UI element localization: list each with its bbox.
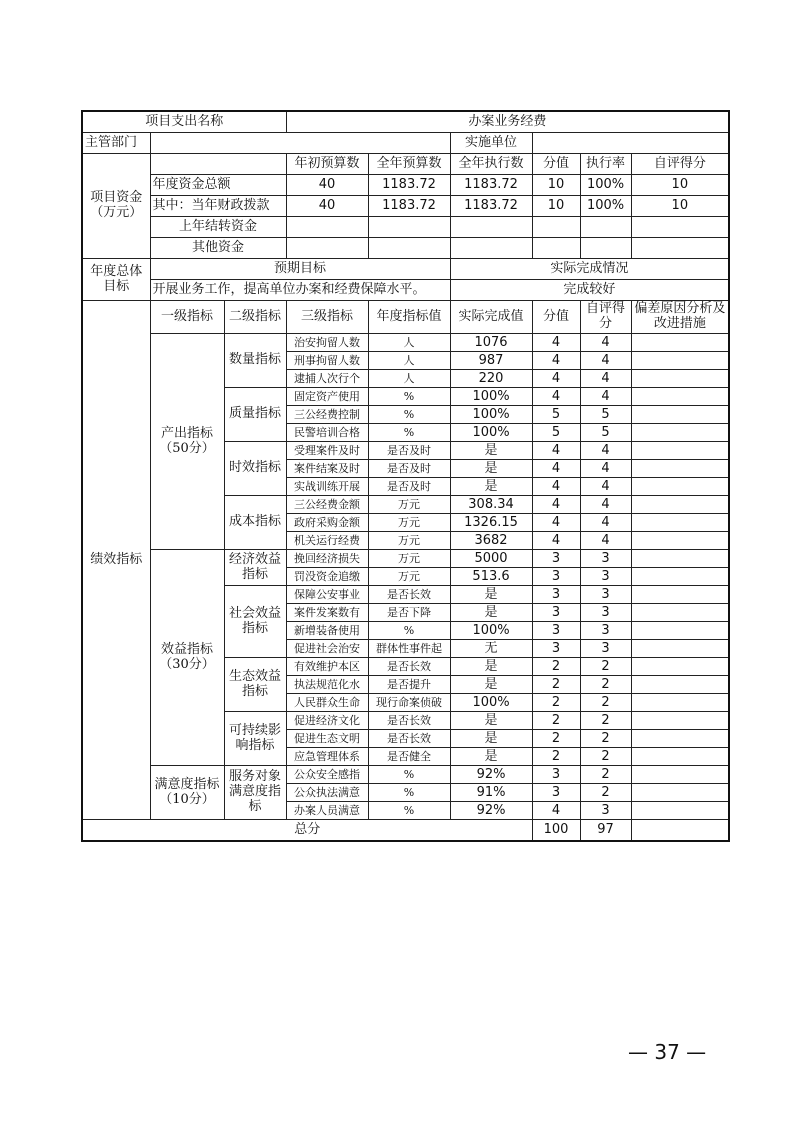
self-score: 2 [580,676,631,694]
level3-indicator: 促进生态文明 [286,730,368,748]
deviation-notes [631,370,729,388]
funds-cell: 10 [532,196,580,217]
funds-header: 自评得分 [631,154,729,175]
deviation-notes [631,352,729,370]
level3-indicator: 执法规范化水 [286,676,368,694]
indicator-header: 自评得分 [580,301,631,334]
goals-actual-header: 实际完成情况 [450,259,729,280]
funds-cell [580,238,631,259]
level3-indicator: 机关运行经费 [286,532,368,550]
self-score: 2 [580,712,631,730]
actual-value: 91% [450,784,532,802]
funds-cell [286,217,368,238]
annual-target: % [368,766,450,784]
funds-cell: 1183.72 [450,196,532,217]
level3-indicator: 刑事拘留人数 [286,352,368,370]
self-score: 4 [580,442,631,460]
actual-value: 1326.15 [450,514,532,532]
level3-indicator: 实战训练开展 [286,478,368,496]
funds-cell [532,217,580,238]
funds-cell [450,217,532,238]
deviation-notes [631,424,729,442]
funds-cell: 40 [286,175,368,196]
annual-target: 人 [368,334,450,352]
indicator-section [82,301,729,820]
level2-indicator-label: 数量指标 [224,334,286,388]
deviation-notes [631,712,729,730]
funds-header: 年初预算数 [286,154,368,175]
annual-target: 群体性事件起 [368,640,450,658]
score: 2 [532,676,580,694]
actual-value: 220 [450,370,532,388]
funds-header-blank [150,154,286,175]
funds-cell [631,238,729,259]
deviation-notes [631,496,729,514]
deviation-notes [631,460,729,478]
self-score: 2 [580,766,631,784]
self-score: 3 [580,622,631,640]
indicator-header: 实际完成值 [450,301,532,334]
performance-table [81,110,730,842]
deviation-notes [631,406,729,424]
impl-value [532,133,729,154]
deviation-notes [631,532,729,550]
goals-expected-text: 开展业务工作，提高单位办案和经费保障水平。 [150,280,450,301]
actual-value: 是 [450,658,532,676]
self-score: 3 [580,604,631,622]
deviation-notes [631,334,729,352]
funds-cell: 100% [580,196,631,217]
actual-value: 是 [450,748,532,766]
indicator-header: 偏差原因分析及改进措施 [631,301,729,334]
actual-value: 308.34 [450,496,532,514]
project-name-label: 项目支出名称 [82,111,286,133]
score: 4 [532,496,580,514]
funds-group-label: 项目资金（万元） [82,154,150,259]
self-score: 3 [580,568,631,586]
actual-value: 是 [450,712,532,730]
score: 4 [532,802,580,820]
indicator-row [82,766,729,784]
level2-indicator-label: 社会效益指标 [224,586,286,658]
indicator-header: 一级指标 [150,301,224,334]
deviation-notes [631,388,729,406]
annual-target: % [368,388,450,406]
actual-value: 5000 [450,550,532,568]
deviation-notes [631,730,729,748]
funds-cell: 1183.72 [368,196,450,217]
level3-indicator: 公众执法满意 [286,784,368,802]
actual-value: 100% [450,694,532,712]
level3-indicator: 案件发案数有 [286,604,368,622]
annual-target: 是否及时 [368,442,450,460]
self-score: 3 [580,640,631,658]
actual-value: 100% [450,622,532,640]
funds-row-label: 其他资金 [150,238,286,259]
self-score: 4 [580,388,631,406]
indicator-header: 二级指标 [224,301,286,334]
score: 2 [532,658,580,676]
funds-cell: 1183.72 [368,175,450,196]
annual-target: 是否下降 [368,604,450,622]
annual-target: 现行命案侦破 [368,694,450,712]
indicator-row [82,550,729,568]
level3-indicator: 案件结案及时 [286,460,368,478]
funds-cell: 100% [580,175,631,196]
actual-value: 1076 [450,334,532,352]
level3-indicator: 挽回经济损失 [286,550,368,568]
level3-indicator: 固定资产使用 [286,388,368,406]
deviation-notes [631,568,729,586]
level3-indicator: 应急管理体系 [286,748,368,766]
score: 3 [532,622,580,640]
funds-cell [286,238,368,259]
actual-value: 是 [450,460,532,478]
total-score: 100 [532,820,580,842]
annual-target: % [368,784,450,802]
score: 2 [532,748,580,766]
self-score: 4 [580,334,631,352]
self-score: 2 [580,694,631,712]
dept-label: 主管部门 [82,133,150,154]
actual-value: 513.6 [450,568,532,586]
level3-indicator: 三公经费金额 [286,496,368,514]
actual-value: 是 [450,478,532,496]
self-score: 5 [580,406,631,424]
score: 3 [532,568,580,586]
funds-row-label: 其中：当年财政拨款 [150,196,286,217]
level3-indicator: 公众安全感指 [286,766,368,784]
funds-cell: 10 [532,175,580,196]
funds-header: 全年预算数 [368,154,450,175]
funds-cell [532,238,580,259]
deviation-notes [631,604,729,622]
indicator-header: 三级指标 [286,301,368,334]
actual-value: 100% [450,388,532,406]
level2-indicator-label: 服务对象满意度指标 [224,766,286,820]
annual-target: 万元 [368,532,450,550]
self-score: 3 [580,586,631,604]
level3-indicator: 三公经费控制 [286,406,368,424]
actual-value: 是 [450,604,532,622]
score: 3 [532,640,580,658]
level2-indicator-label: 质量指标 [224,388,286,442]
funds-header: 分值 [532,154,580,175]
actual-value: 92% [450,766,532,784]
total-notes [631,820,729,842]
score: 4 [532,532,580,550]
funds-cell [631,217,729,238]
actual-value: 是 [450,676,532,694]
goals-expected-header: 预期目标 [150,259,450,280]
score: 2 [532,712,580,730]
indicator-row [82,334,729,352]
level2-indicator-label: 经济效益指标 [224,550,286,586]
score: 3 [532,586,580,604]
level2-indicator-label: 成本指标 [224,496,286,550]
score: 3 [532,784,580,802]
deviation-notes [631,442,729,460]
impl-label: 实施单位 [450,133,532,154]
annual-target: 是否长效 [368,658,450,676]
level2-indicator-label: 可持续影响指标 [224,712,286,766]
actual-value: 100% [450,424,532,442]
annual-target: % [368,424,450,442]
indicator-header: 年度指标值 [368,301,450,334]
self-score: 2 [580,784,631,802]
self-score: 4 [580,532,631,550]
deviation-notes [631,676,729,694]
level2-indicator-label: 时效指标 [224,442,286,496]
funds-cell [450,238,532,259]
annual-target: 是否健全 [368,748,450,766]
total-self-score: 97 [580,820,631,842]
actual-value: 987 [450,352,532,370]
funds-cell: 10 [631,175,729,196]
funds-cell: 10 [631,196,729,217]
level3-indicator: 促进经济文化 [286,712,368,730]
level3-indicator: 新增装备使用 [286,622,368,640]
deviation-notes [631,586,729,604]
annual-target: % [368,802,450,820]
dept-value [150,133,450,154]
deviation-notes [631,766,729,784]
annual-target: 是否及时 [368,460,450,478]
funds-header: 全年执行数 [450,154,532,175]
level1-indicator-label: 满意度指标（10分） [150,766,224,820]
self-score: 5 [580,424,631,442]
score: 4 [532,460,580,478]
self-score: 2 [580,730,631,748]
annual-target: 人 [368,370,450,388]
deviation-notes [631,514,729,532]
score: 4 [532,442,580,460]
score: 4 [532,370,580,388]
score: 3 [532,550,580,568]
actual-value: 100% [450,406,532,424]
annual-target: 万元 [368,568,450,586]
score: 2 [532,730,580,748]
deviation-notes [631,550,729,568]
funds-row-label: 上年结转资金 [150,217,286,238]
level3-indicator: 逮捕人次行个 [286,370,368,388]
score: 4 [532,388,580,406]
self-score: 3 [580,550,631,568]
annual-target: 是否提升 [368,676,450,694]
deviation-notes [631,802,729,820]
level3-indicator: 办案人员满意 [286,802,368,820]
actual-value: 是 [450,586,532,604]
self-score: 4 [580,370,631,388]
level3-indicator: 人民群众生命 [286,694,368,712]
actual-value: 无 [450,640,532,658]
score: 2 [532,694,580,712]
annual-target: 是否及时 [368,478,450,496]
annual-target: 万元 [368,550,450,568]
level3-indicator: 有效维护本区 [286,658,368,676]
score: 5 [532,424,580,442]
score: 5 [532,406,580,424]
score: 3 [532,766,580,784]
level3-indicator: 受理案件及时 [286,442,368,460]
funds-cell [368,217,450,238]
level3-indicator: 罚没资金追缴 [286,568,368,586]
total-label: 总分 [82,820,532,842]
annual-target: 万元 [368,514,450,532]
score: 4 [532,514,580,532]
funds-header: 执行率 [580,154,631,175]
actual-value: 3682 [450,532,532,550]
goals-label: 年度总体目标 [82,259,150,301]
self-score: 4 [580,460,631,478]
actual-value: 是 [450,730,532,748]
score: 4 [532,352,580,370]
level3-indicator: 保障公安事业 [286,586,368,604]
deviation-notes [631,658,729,676]
annual-target: 是否长效 [368,712,450,730]
actual-value: 是 [450,442,532,460]
self-score: 4 [580,514,631,532]
self-score: 2 [580,748,631,766]
self-score: 4 [580,478,631,496]
level3-indicator: 促进社会治安 [286,640,368,658]
deviation-notes [631,622,729,640]
self-score: 4 [580,352,631,370]
indicators-group-label: 绩效指标 [82,301,150,820]
score: 4 [532,334,580,352]
annual-target: % [368,406,450,424]
deviation-notes [631,640,729,658]
level3-indicator: 民警培训合格 [286,424,368,442]
funds-row-label: 年度资金总额 [150,175,286,196]
deviation-notes [631,478,729,496]
annual-target: 是否长效 [368,730,450,748]
score: 3 [532,604,580,622]
funds-cell: 40 [286,196,368,217]
goals-actual-text: 完成较好 [450,280,729,301]
self-score: 4 [580,496,631,514]
project-name-value: 办案业务经费 [286,111,729,133]
level1-indicator-label: 效益指标（30分） [150,550,224,766]
actual-value: 92% [450,802,532,820]
funds-cell: 1183.72 [450,175,532,196]
annual-target: 人 [368,352,450,370]
annual-target: 是否长效 [368,586,450,604]
level3-indicator: 政府采购金额 [286,514,368,532]
funds-cell [580,217,631,238]
funds-cell [368,238,450,259]
level1-indicator-label: 产出指标（50分） [150,334,224,550]
deviation-notes [631,748,729,766]
level2-indicator-label: 生态效益指标 [224,658,286,712]
score: 4 [532,478,580,496]
annual-target: 万元 [368,496,450,514]
annual-target: % [368,622,450,640]
level3-indicator: 治安拘留人数 [286,334,368,352]
page-number: — 37 — [628,1040,707,1064]
self-score: 3 [580,802,631,820]
indicator-header: 分值 [532,301,580,334]
self-score: 2 [580,658,631,676]
deviation-notes [631,694,729,712]
deviation-notes [631,784,729,802]
